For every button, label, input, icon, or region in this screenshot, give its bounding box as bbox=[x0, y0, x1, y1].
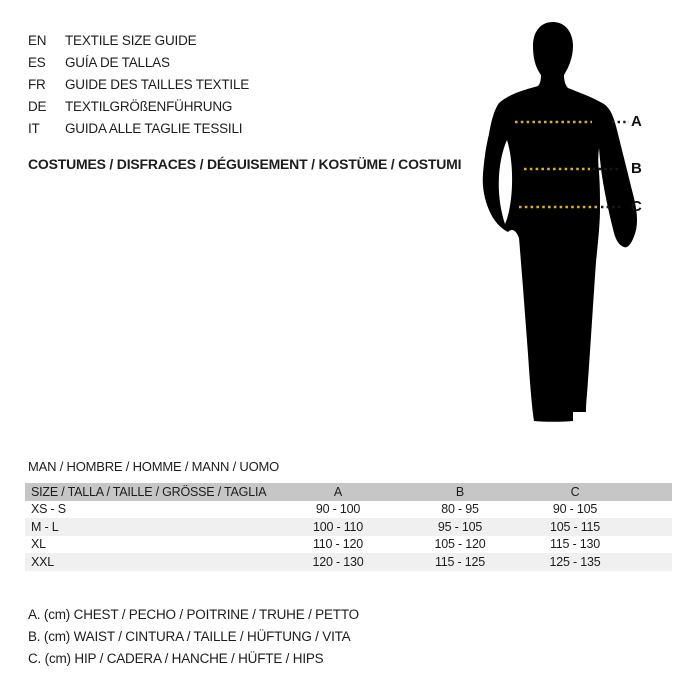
man-silhouette-figure bbox=[480, 14, 660, 430]
cell-size: XS - S bbox=[31, 502, 66, 517]
language-row bbox=[28, 30, 249, 52]
header-b: B bbox=[455, 484, 465, 499]
language-code: IT bbox=[28, 121, 40, 136]
table-row bbox=[25, 518, 672, 536]
header-filler bbox=[629, 483, 672, 501]
language-label: GUÍA DE TALLAS bbox=[65, 55, 170, 70]
language-row bbox=[28, 52, 249, 74]
language-row bbox=[28, 118, 249, 140]
marker-label-a: A bbox=[631, 113, 642, 130]
size-table bbox=[25, 483, 672, 571]
cell-c: 90 - 105 bbox=[552, 502, 598, 517]
legend-hip: C. (cm) HIP / CADERA / HANCHE / HÜFTE / HIPS bbox=[28, 651, 324, 666]
language-code: ES bbox=[28, 55, 46, 70]
language-label: TEXTILE SIZE GUIDE bbox=[65, 33, 197, 48]
language-code: DE bbox=[28, 99, 47, 114]
language-code: FR bbox=[28, 77, 46, 92]
table-row bbox=[25, 553, 672, 571]
cell-size: M - L bbox=[31, 519, 59, 534]
language-code: EN bbox=[28, 33, 47, 48]
legend-waist: B. (cm) WAIST / CINTURA / TAILLE / HÜFTUNG / VITA bbox=[28, 629, 351, 644]
cell-filler bbox=[629, 518, 672, 536]
table-row bbox=[25, 536, 672, 554]
header-c: C bbox=[570, 484, 580, 499]
header-a: A bbox=[333, 484, 343, 499]
language-list bbox=[28, 30, 249, 140]
language-label: GUIDA ALLE TAGLIE TESSILI bbox=[65, 121, 243, 136]
legend-chest: A. (cm) CHEST / PECHO / POITRINE / TRUHE / PETTO bbox=[28, 607, 359, 622]
cell-c: 115 - 130 bbox=[549, 537, 601, 552]
category-title: COSTUMES / DISFRACES / DÉGUISEMENT / KOSTÜME / COSTUMI bbox=[28, 156, 462, 172]
cell-filler bbox=[629, 536, 672, 554]
cell-a: 110 - 120 bbox=[312, 537, 364, 552]
cell-a: 120 - 130 bbox=[312, 554, 364, 569]
language-row bbox=[28, 74, 249, 96]
marker-label-c: C bbox=[631, 198, 642, 215]
cell-b: 95 - 105 bbox=[437, 519, 483, 534]
measurement-legend bbox=[28, 604, 359, 670]
cell-b: 115 - 125 bbox=[434, 554, 486, 569]
cell-size: XL bbox=[31, 537, 46, 552]
man-section-title: MAN / HOMBRE / HOMME / MANN / UOMO bbox=[28, 459, 280, 474]
marker-label-b: B bbox=[631, 160, 642, 177]
cell-c: 105 - 115 bbox=[549, 519, 601, 534]
cell-a: 100 - 110 bbox=[312, 519, 364, 534]
cell-b: 80 - 95 bbox=[441, 502, 479, 517]
cell-a: 90 - 100 bbox=[315, 502, 361, 517]
header-size: SIZE / TALLA / TAILLE / GRÖSSE / TAGLIA bbox=[31, 484, 267, 499]
man-silhouette-icon bbox=[480, 14, 660, 430]
cell-filler bbox=[629, 501, 672, 519]
size-table-header-row bbox=[25, 483, 672, 501]
language-row bbox=[28, 96, 249, 118]
cell-filler bbox=[629, 553, 672, 571]
table-row bbox=[25, 501, 672, 519]
language-label: TEXTILGRÖßENFÜHRUNG bbox=[65, 99, 233, 114]
cell-size: XXL bbox=[31, 554, 55, 569]
cell-c: 125 - 135 bbox=[549, 554, 601, 569]
cell-b: 105 - 120 bbox=[434, 537, 486, 552]
language-label: GUIDE DES TAILLES TEXTILE bbox=[65, 77, 250, 92]
